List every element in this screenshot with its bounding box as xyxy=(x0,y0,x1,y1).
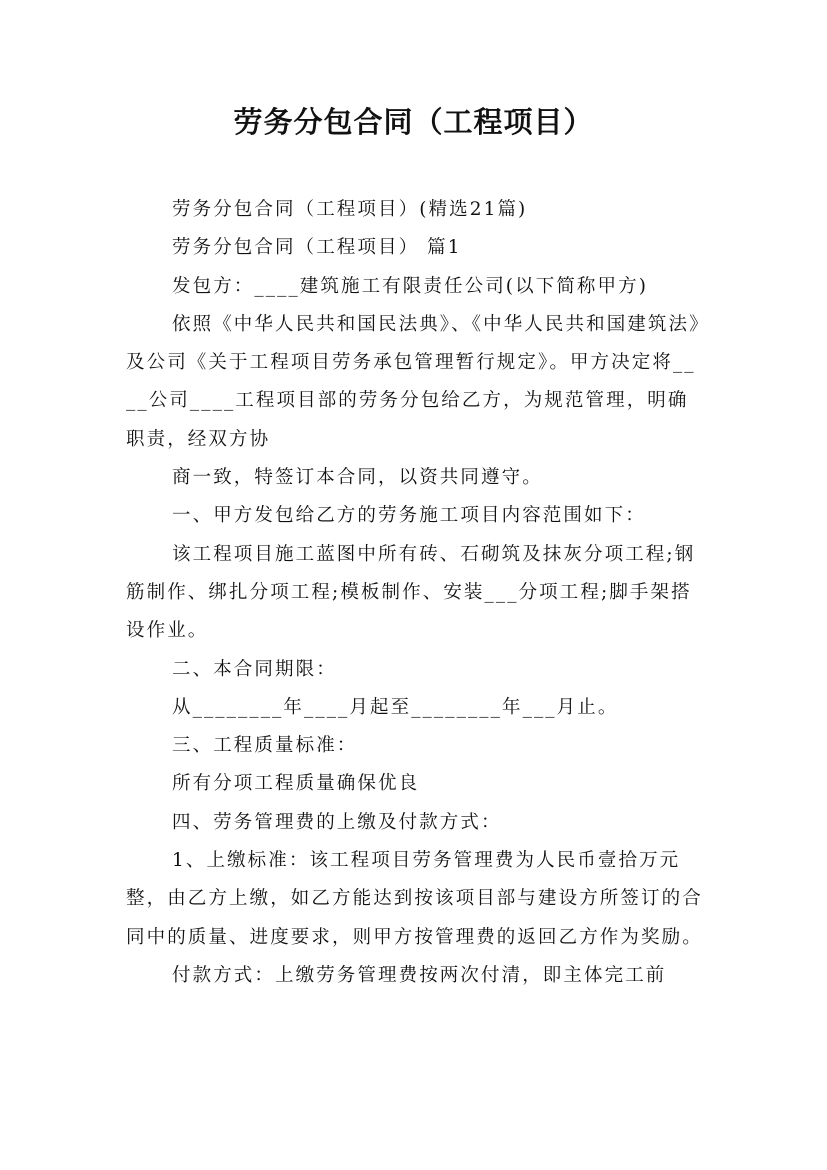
paragraph-scope: 该工程项目施工蓝图中所有砖、石砌筑及抹灰分项工程;钢筋制作、绑扎分项工程;模板制作、安装___分项工程;脚手架搭设作业。 xyxy=(126,543,696,642)
paragraph-basis: 依照《中华人民共和国民法典》、《中华人民共和国建筑法》及公司《关于工程项目劳务承包管理暂行规定》。甲方决定将____公司____工程项目部的劳务分包给乙方，为规范管理，明确职责，经双方协 xyxy=(126,313,701,450)
paragraph-payment-method: 付款方式：上缴劳务管理费按两次付清，即主体完工前 xyxy=(172,964,667,986)
paragraph-section-1: 一、甲方发包给乙方的劳务施工项目内容范围如下： xyxy=(172,505,646,527)
paragraph-term: 从________年____月起至________年___月止。 xyxy=(172,696,619,718)
paragraph-subtitle: 劳务分包合同（工程项目）(精选21篇) xyxy=(172,199,528,220)
paragraph-article-heading: 劳务分包合同（工程项目） 篇1 xyxy=(172,237,462,259)
paragraph-section-4: 四、劳务管理费的上缴及付款方式： xyxy=(172,811,502,833)
paragraph-section-2: 二、本合同期限： xyxy=(172,658,337,680)
paragraph-quality: 所有分项工程质量确保优良 xyxy=(172,773,420,795)
document-body xyxy=(126,191,706,995)
paragraph-section-3: 三、工程质量标准： xyxy=(172,735,358,757)
document-title: 劳务分包合同（工程项目） xyxy=(233,105,594,139)
paragraph-agreement: 商一致，特签订本合同，以资共同遵守。 xyxy=(172,467,543,489)
paragraph-fee-standard: 1、上缴标准：该工程项目劳务管理费为人民币壹拾万元整，由乙方上缴，如乙方能达到按该项目部与建设方所签订的合同中的质量、进度要求，则甲方按管理费的返回乙方作为奖励。 xyxy=(126,850,703,948)
paragraph-contractor: 发包方：____建筑施工有限责任公司(以下简称甲方) xyxy=(172,275,649,297)
